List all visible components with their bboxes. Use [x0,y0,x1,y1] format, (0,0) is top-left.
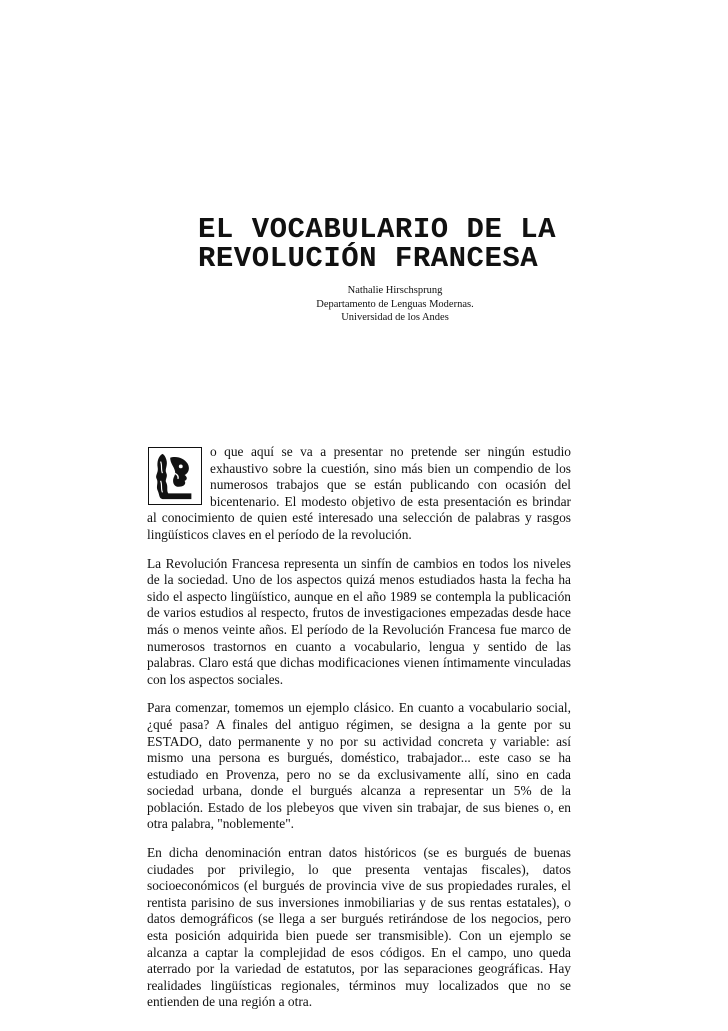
title-line-1: EL VOCABULARIO DE LA [198,213,557,246]
author-university: Universidad de los Andes [341,312,449,323]
author-name: Nathalie Hirschsprung [347,285,443,296]
paragraph-2: La Revolución Francesa representa un sinfín de cambios en todos los niveles de la sociedad. Uno de los aspectos quizá menos estudiados hasta la fecha ha sido el aspecto lingüístico, aunque en el año 1989 se contempla la publicación de varios estudios al respecto, frutos de investigaciones empezadas desde hace más o menos veinte años. El período de la Revolución Francesa fue marco de numerosos trastornos en cuanto a vocabulario, lengua y sentido de las palabras. Claro está que dichas modificaciones vienen íntimamente vinculadas con los aspectos sociales. [147,555,571,687]
paragraph-intro [147,444,571,544]
author-byline [290,284,500,325]
paragraph-3: Para comenzar, tomemos un ejemplo clásico. En cuanto a vocabulario social, ¿qué pasa? A finales del antiguo régimen, se designa a la gente por su ESTADO, dato permanente y no por su actividad concreta y variable: así mismo una persona es burgués, doméstico, trabajador... este caso se ha estudiado en Provenza, pero no se da exclusivamente allí, sino en cada sociedad urbana, donde el burgués alcanza a representar un 5% de la población. Estado de los plebeyos que viven sin trabajar, de sus bienes o, en otra palabra, "noblemente". [147,700,571,832]
author-department: Departamento de Lenguas Modernas. [316,298,474,310]
title-line-2: REVOLUCIÓN FRANCESA [198,242,539,275]
article-title [198,215,618,273]
paragraph-4: En dicha denominación entran datos históricos (se es burgués de buenas ciudades por privilegio, lo que presenta ventajas fiscales), datos socioeconómicos (el burgués de provincia vive de sus propiedades rurales, el rentista parisino de sus inversiones inmobiliarias y de sus rentas estatales), o datos demográficos (se llega a ser burgués retirándose de los negocios, pero esta posición adquirida bien puede ser transmisible). Con un ejemplo se alcanza a captar la complejidad de esos códigos. En el campo, uno queda aterrado por la variedad de estatutos, por las separaciones geográficas. Hay realidades lingüísticas regionales, términos muy localizados que no se entienden de una región a otra. [147,845,571,1010]
paragraph-intro-text: o que aquí se va a presentar no pretende ser ningún estudio exhaustivo sobre la cuestión, sino más bien un compendio de los numerosos trabajos que se están publicando con ocasión del bicentenario. El modesto objetivo de esta presentación es brindar al conocimiento de quien esté interesado una selección de palabras y rasgos lingüísticos claves en el período de la revolución. [147,444,571,542]
article-body [147,444,571,1023]
drop-cap-l-icon [148,447,202,505]
